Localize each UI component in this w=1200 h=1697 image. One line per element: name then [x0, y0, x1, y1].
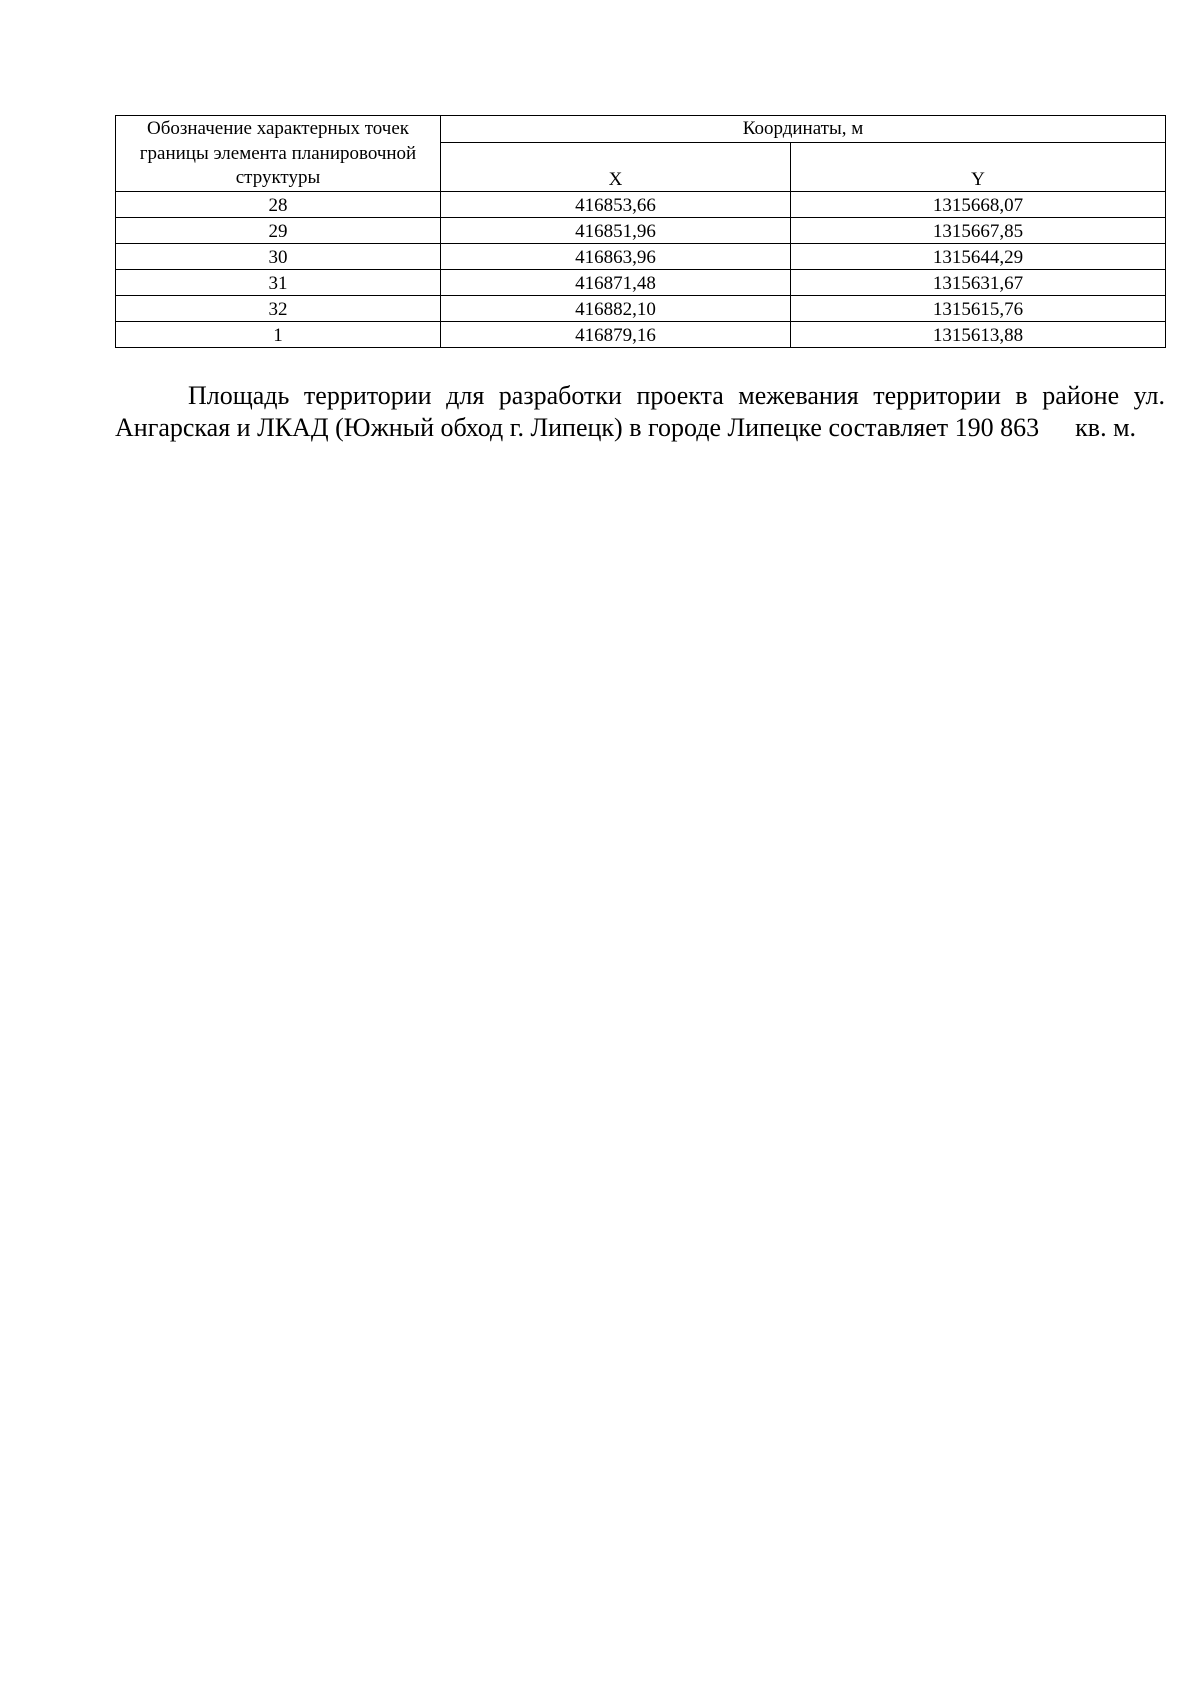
coordinates-table [115, 115, 1166, 348]
table-row [116, 218, 1166, 244]
y-cell: 1315668,07 [791, 192, 1166, 218]
header-point-designation: Обозначение характерных точек границы элемента планировочной структуры [116, 116, 441, 192]
x-cell: 416863,96 [441, 244, 791, 270]
y-cell: 1315631,67 [791, 270, 1166, 296]
x-cell: 416879,16 [441, 322, 791, 348]
point-cell: 30 [116, 244, 441, 270]
table-row [116, 192, 1166, 218]
area-value: 190 863 [954, 413, 1040, 442]
x-cell: 416871,48 [441, 270, 791, 296]
area-unit: кв. м. [1075, 413, 1137, 442]
x-cell: 416882,10 [441, 296, 791, 322]
table-row [116, 270, 1166, 296]
x-cell: 416851,96 [441, 218, 791, 244]
y-cell: 1315667,85 [791, 218, 1166, 244]
point-cell: 29 [116, 218, 441, 244]
table-header-row [116, 116, 1166, 143]
table-row [116, 244, 1166, 270]
point-cell: 1 [116, 322, 441, 348]
header-coordinates: Координаты, м [441, 116, 1166, 143]
x-cell: 416853,66 [441, 192, 791, 218]
point-cell: 28 [116, 192, 441, 218]
table-row [116, 296, 1166, 322]
y-cell: 1315613,88 [791, 322, 1166, 348]
point-cell: 32 [116, 296, 441, 322]
header-x: X [441, 143, 791, 192]
y-cell: 1315615,76 [791, 296, 1166, 322]
area-paragraph-text: Площадь территории для разработки проекта межевания территории в районе ул. Ангарская и ЛКАД (Южный обход г. Липецк) в городе Липецке составляет [115, 381, 1165, 442]
y-cell: 1315644,29 [791, 244, 1166, 270]
area-paragraph [115, 380, 1165, 444]
point-cell: 31 [116, 270, 441, 296]
table-row [116, 322, 1166, 348]
header-y: Y [791, 143, 1166, 192]
